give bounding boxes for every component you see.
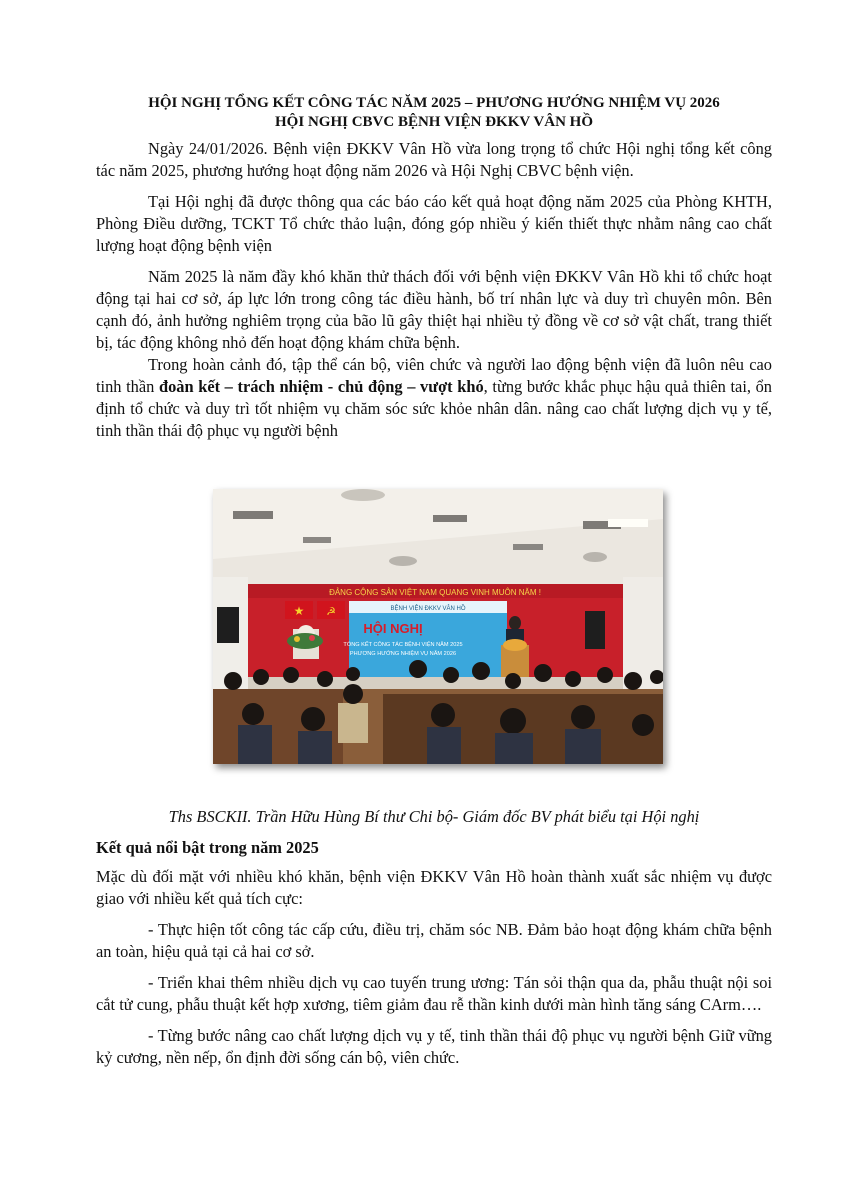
screen-line2-text: PHƯƠNG HƯỚNG NHIỆM VỤ NĂM 2026: [349, 651, 457, 657]
results-item-3: - Từng bước nâng cao chất lượng dịch vụ y tế, tinh thần thái độ phục vụ người bệnh Giữ vững kỷ cương, nền nếp, ổn định đời sống cán bộ, viên chức.: [96, 1026, 772, 1067]
results-section: [96, 866, 772, 1069]
photo-caption: Ths BSCKII. Trần Hữu Hùng Bí thư Chi bộ- Giám đốc BV phát biểu tại Hội nghị: [168, 807, 700, 826]
p4-text-after: , từng bước khắc phục hậu quả thiên tai, ổn định tổ chức và duy trì tốt nhiệm vụ chăm sóc sức khỏe nhân dân. nâng cao chất lượng dịch vụ y tế, tinh thần thái độ phục vụ người bệnh: [96, 377, 772, 440]
p4-bold-motto: đoàn kết – trách nhiệm - chủ động – vượt khó: [158, 377, 484, 396]
intro-paragraph-1: Ngày 24/01/2026. Bệnh viện ĐKKV Vân Hồ vừa long trọng tổ chức Hội nghị tổng kết công tác năm 2025, phương hướng hoạt động năm 2026 và Hội Nghị CBVC bệnh viện.: [96, 139, 772, 180]
results-paragraph: Mặc dù đối mặt với nhiều khó khăn, bệnh viện ĐKKV Vân Hồ hoàn thành xuất sắc nhiệm vụ được giao với nhiều kết quả tích cực:: [96, 867, 772, 908]
results-item-2: - Triển khai thêm nhiều dịch vụ cao tuyến trung ương: Tán sỏi thận qua da, phẫu thuật nội soi cắt tử cung, phẫu thuật kết hợp xương, tiêm giảm đau rễ thần kinh dưới màn hình tăng sáng CArm….: [96, 973, 772, 1014]
intro-paragraph-2: Tại Hội nghị đã được thông qua các báo cáo kết quả hoạt động năm 2025 của Phòng KHTH, Phòng Điều dưỡng, TCKT Tổ chức thảo luận, đóng góp nhiều ý kiến thiết thực nhằm nâng cao chất lượng hoạt động bệnh viện: [96, 192, 772, 255]
results-item-1: - Thực hiện tốt công tác cấp cứu, điều trị, chăm sóc NB. Đảm bảo hoạt động khám chữa bệnh an toàn, hiệu quả tại cả hai cơ sở.: [96, 920, 772, 961]
screen-line1-text: TỔNG KẾT CÔNG TÁC BỆNH VIỆN NĂM 2025: [343, 642, 463, 648]
p4-text-before: Trong hoàn cảnh đó, tập thể cán bộ, viên chức và người lao động bệnh viện đã luôn nêu cao tinh thần: [96, 355, 772, 396]
conference-photo: [213, 489, 663, 764]
document-title-line1: HỘI NGHỊ TỔNG KẾT CÔNG TÁC NĂM 2025 – PHƯƠNG HƯỚNG NHIỆM VỤ 2026: [148, 95, 720, 111]
hammer-sickle-icon: ☭: [326, 606, 336, 618]
photo-banner-text: ĐẢNG CỘNG SẢN VIỆT NAM QUANG VINH MUÔN NĂM !: [329, 588, 541, 597]
screen-header-text: BỆNH VIỆN ĐKKV VÂN HỒ: [390, 606, 466, 612]
document-body: [96, 94, 772, 442]
screen-title-text: HỘI NGHỊ: [363, 621, 423, 636]
intro-paragraph-4: [96, 354, 772, 442]
results-heading: Kết quả nổi bật trong năm 2025: [96, 838, 319, 857]
intro-paragraph-3: Năm 2025 là năm đầy khó khăn thử thách đối với bệnh viện ĐKKV Vân Hồ khi tổ chức hoạt động tại hai cơ sở, áp lực lớn trong công tác điều hành, bố trí nhân lực và duy trì chuyên môn. Bên cạnh đó, ảnh hưởng nghiêm trọng của bão lũ gây thiệt hại nhiều tỷ đồng về cơ sở vật chất, trang thiết bị, tác động không nhỏ đến hoạt động khám chữa bệnh.: [96, 267, 772, 352]
star-icon: ★: [293, 604, 305, 618]
document-title-line2: HỘI NGHỊ CBVC BỆNH VIỆN ĐKKV VÂN HỒ: [275, 114, 593, 130]
